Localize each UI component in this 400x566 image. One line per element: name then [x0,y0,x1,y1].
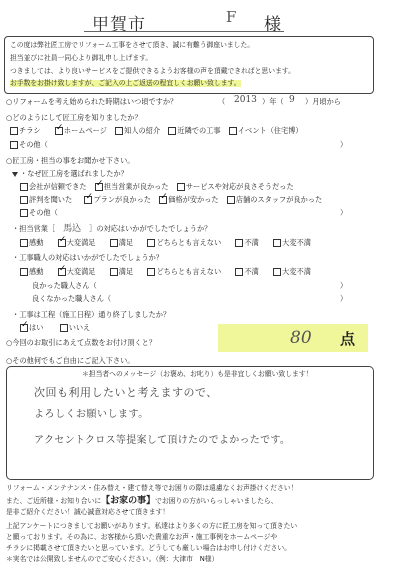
footer-line-1: リフォーム・メンテナンス・住み替え・建て替え等でお困りの際は遠慮なくお声掛けください！ [6,484,298,492]
q5-bad-label: 良くなかった職人さん（ [32,294,112,303]
q3-option-label: 担当営業が良かった [103,182,169,191]
q2-option-checkbox[interactable] [115,127,123,135]
intro-line-3: つきましては、より良いサービスをご提供できるようお客様の声を頂戴できればと思います。 [10,67,295,75]
footer-line-2b: 【お家の事】 [101,496,156,506]
footer-line-2a: また、ご近所様・お知り合いに [6,497,102,505]
comment-handwriting-3: アクセントクロス等提案して頂けたのでよかったです。 [34,435,291,446]
q3-option-checkbox[interactable] [227,196,235,204]
header-honorific: 様 [264,15,281,35]
q3-other-close: ） [340,208,348,217]
q5-option-label: 大変満足 [66,267,96,276]
q5-option-label: 満足 [118,267,134,276]
q3-option-checkbox[interactable] [20,183,28,191]
q8-note: ＊担当者へのメッセージ（お褒め、お叱り）も是非宜しくお願い致します！ [82,370,313,378]
q1-label: ○リフォームを考え始められた時期はいつ頃ですか？ [6,97,178,106]
q3-option-checkbox[interactable] [84,196,92,204]
q2-option-checkbox[interactable] [55,127,63,135]
q6-option-checkbox[interactable] [60,324,68,332]
q4-option-checkbox[interactable] [58,239,66,247]
q4-option-checkbox[interactable] [273,239,281,247]
q4-option-label: 大変不満 [282,238,311,247]
intro-line-4: お手数をお掛け致しますが、ご記入の上ご返送の程宜しくお願い致します。 [10,79,241,87]
q4-option-checkbox[interactable] [110,239,118,247]
q2-other-close: ） [340,140,348,149]
q5-option-label: 不満 [244,267,259,276]
q4-option-checkbox[interactable] [20,239,28,247]
q2-option-label: 近隣での工事 [177,126,221,135]
q3-option-label: プランが良かった [93,195,151,204]
q2-other-label: その他（ [19,140,48,149]
q3-other-checkbox[interactable] [20,209,28,217]
comment-handwriting-2: よろしくお願いします。 [34,409,149,420]
footer-line-6: チラシに掲載させて頂きたいと思っています。どうしても厳しい場合はお申し付けください。 [6,544,291,552]
q1-paren-open: （ [218,97,226,106]
q1-year-unit: ）年（ [262,97,284,106]
q1-month: 9 [289,95,295,105]
q3-label: ○匠工房・担当の事をお聞かせ下さい。 [6,156,135,165]
q4-prefix: ・担当営業［ [12,224,56,233]
footer-line-3: 是非ご紹介ください！誠心誠意対応させて頂きます！ [6,508,170,516]
q7-label: ○今回のお取引にあえて点数をお付け頂くと？ [6,338,157,347]
score-value: 80 [290,328,312,348]
q6-options [20,324,90,332]
q4-option-checkbox[interactable] [235,239,243,247]
q3-option-checkbox[interactable] [95,183,103,191]
q5-label: ・工事職人の対応はいかがでしたでしょうか？ [12,253,163,262]
q5-option-checkbox[interactable] [273,268,281,276]
q3-option-label: 会社が信頼できた [29,182,87,191]
q2-option-checkbox[interactable] [229,127,237,135]
q2-option-label: チラシ [19,126,41,135]
q4-rep-name: 馬込 [63,224,82,234]
header-city: 甲賀市 [92,15,146,35]
q6-option-label: はい [29,323,44,332]
q3-option-label: 価格が安かった [168,195,219,204]
q5-option-checkbox[interactable] [58,268,66,276]
q2-label: ○どのようにして匠工房を知りましたか？ [6,113,142,122]
q3-sub1-label: ・なぜ匠工房を選ばれましたか？ [20,169,128,178]
q3-other-label: その他（ [29,208,58,217]
q2-option-label: 知人の紹介 [124,126,161,135]
q2-option-checkbox[interactable] [10,127,18,135]
q2-option-checkbox[interactable] [168,127,176,135]
q4-option-label: 不満 [244,238,259,247]
q4-option-label: 大変満足 [66,238,96,247]
q5-option-checkbox[interactable] [20,268,28,276]
footer-line-2c: でお困りの方がいらっしゃいましたら、 [155,497,278,505]
q4-option-checkbox[interactable] [147,239,155,247]
q5-option-label: 大変不満 [282,267,311,276]
q3-option-checkbox[interactable] [159,196,167,204]
footer-line-5: と願っております。その為に、お客様から頂いた貴重なお声・施工事例をホームページや [6,533,278,541]
q5-option-label: どちらとも言えない [156,267,222,276]
q5-good-close: ） [340,281,348,290]
q3-option-label: 評判を聞いた [29,195,73,204]
score-unit: 点 [340,330,356,348]
q4-options [20,239,311,247]
q2-option-label: イベント（住宅博） [237,126,303,135]
q2-other [10,141,48,149]
header-underline [84,31,284,32]
q6-label: ・工事は工程（施工日程）通り終了しましたか？ [12,310,171,319]
header-name: F [226,8,237,26]
footer-line-4: 上記アンケートにつきましてお願いがあります。私達はより多くの方に匠工房を知って頂きたい [6,522,298,530]
q4-option-label: どちらとも言えない [156,238,222,247]
q4-option-label: 満足 [118,238,134,247]
q3-option-checkbox[interactable] [177,183,185,191]
q1-month-unit: ）月頃から [305,97,341,106]
q3-row2 [20,196,322,204]
q5-option-checkbox[interactable] [235,268,243,276]
comment-handwriting-1: 次回も利用したいと考えますので、 [34,386,218,399]
q3-option-checkbox[interactable] [20,196,28,204]
q5-bad-close: ） [340,294,348,303]
q4-label [12,225,211,234]
q5-good-label: 良かった職人さん（ [32,281,97,290]
q2-options [10,127,303,135]
q5-option-checkbox[interactable] [110,268,118,276]
q3-sub1 [12,170,128,177]
triangle-bullet-icon [12,172,18,177]
q2-option-label: ホームページ [63,126,107,135]
q4-option-label: 感動 [29,238,44,247]
header [0,0,400,40]
footer-line-7: ＊実名では公開致しませんのでご安心ください。（例：大津市 N様） [6,555,219,563]
q8-label: ○その他何でもご自由にご記入下さい。 [6,356,135,365]
intro-line-2: 担当並びに社員一同心より御礼申し上げます。 [10,54,153,62]
q5-options [20,268,311,276]
footer-line-2 [6,497,278,506]
q3-option-label: 店舗のスタッフが良かった [235,195,323,204]
q4-suffix: ］の対応はいかがでしたでしょうか？ [89,224,212,233]
q3-row1 [20,183,294,191]
q3-option-label: サービスや対応が良さそうだった [185,182,294,191]
q5-option-label: 感動 [29,267,44,276]
q2-other-checkbox[interactable] [10,141,18,149]
q6-option-label: いいえ [68,323,91,332]
intro-line-1: この度は弊社匠工房でリフォーム工事をさせて頂き、誠に有難う御座いました。 [10,41,255,49]
q3-other [20,209,58,217]
q6-option-checkbox[interactable] [20,324,28,332]
q1-year: 2013 [234,95,257,105]
q5-option-checkbox[interactable] [147,268,155,276]
